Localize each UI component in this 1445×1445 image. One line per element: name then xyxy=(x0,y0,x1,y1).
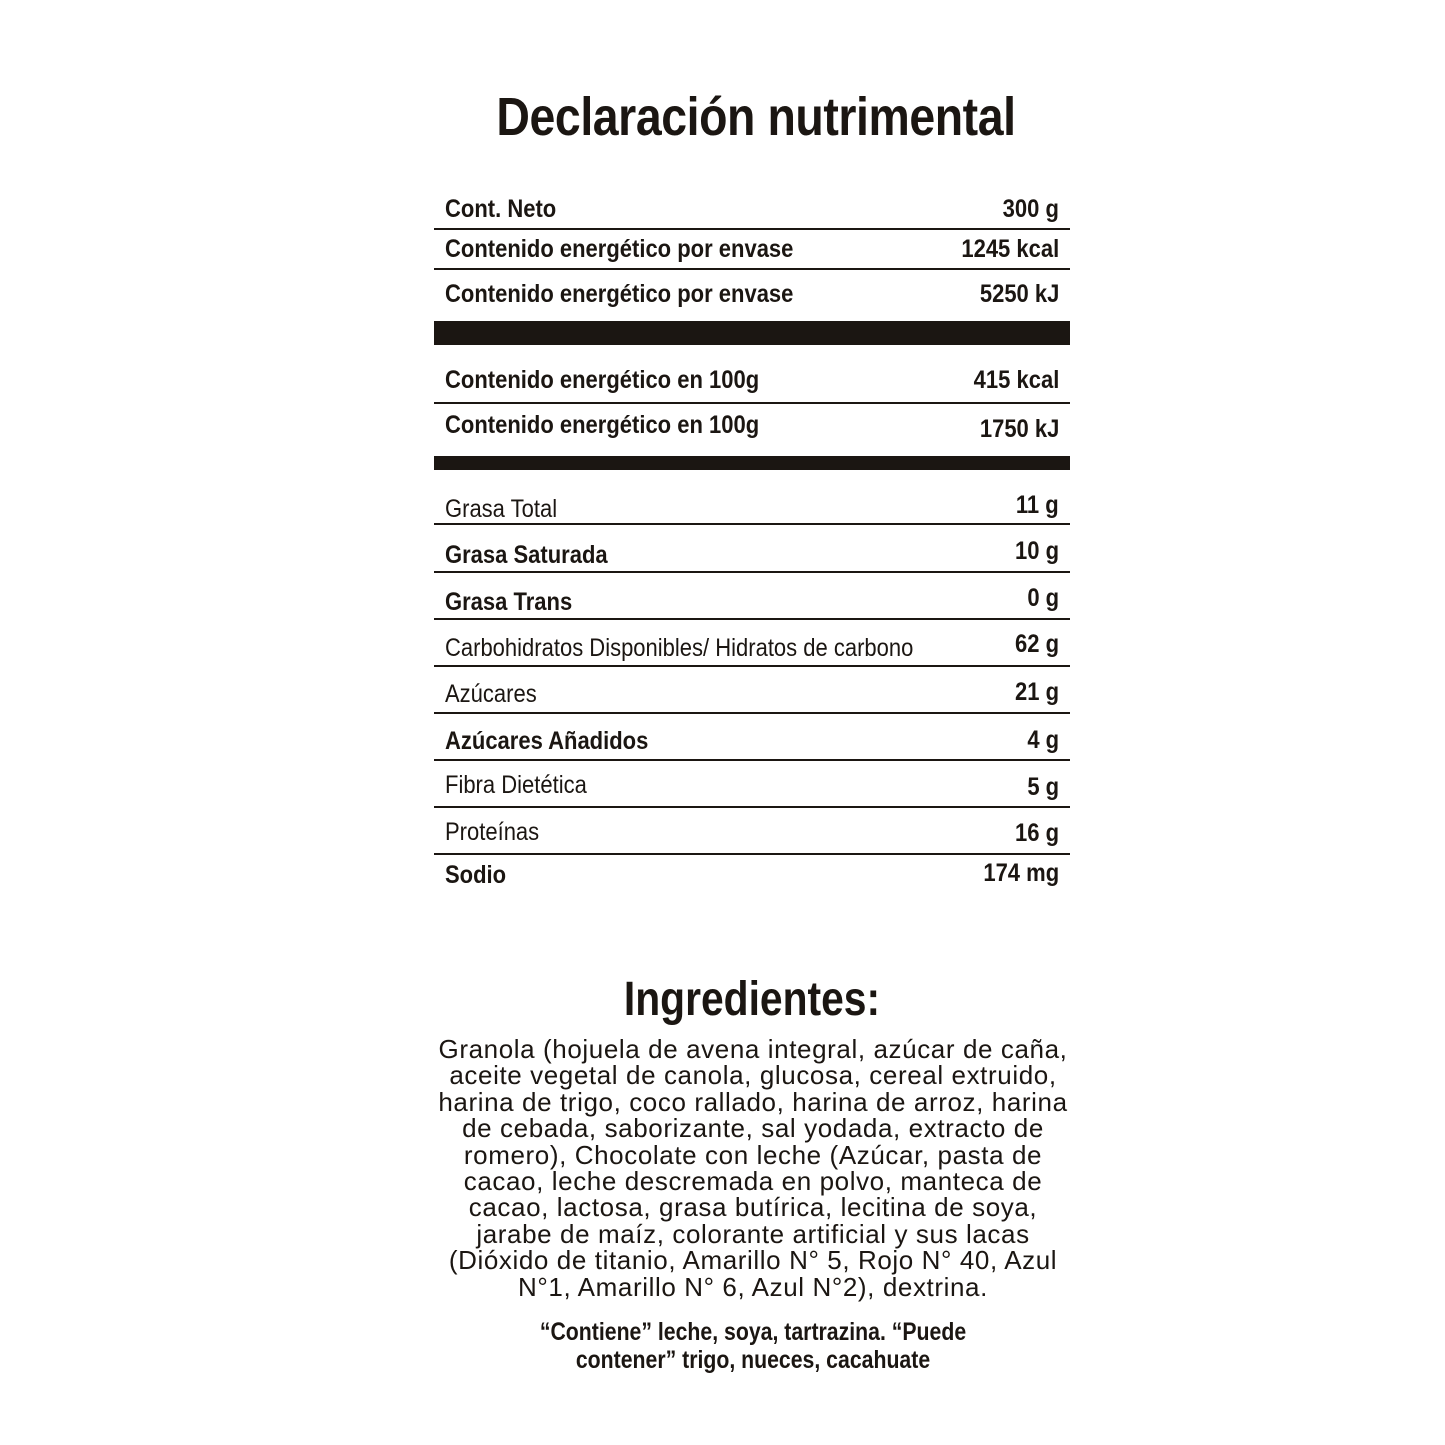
row-label: Carbohidratos Disponibles/ Hidratos de carbono xyxy=(445,634,914,662)
ingredients-line: Granola (hojuela de avena integral, azúcar de caña, xyxy=(438,1034,1068,1064)
ingredients-line: (Dióxido de titanio, Amarillo N° 5, Rojo N° 40, Azul xyxy=(448,1245,1058,1276)
ingredients-line: romero), Chocolate con leche (Azúcar, pasta de xyxy=(463,1139,1043,1170)
row-divider xyxy=(434,618,1070,620)
table-row xyxy=(434,680,1070,710)
ingredients-line: harina de trigo, coco rallado, harina de arroz, harina xyxy=(438,1086,1068,1117)
row-value: 4 g xyxy=(1027,726,1059,754)
row-value: 5 g xyxy=(1027,773,1059,801)
section-divider-band xyxy=(434,321,1070,345)
row-label: Grasa Total xyxy=(445,495,558,523)
table-row xyxy=(434,235,1070,265)
row-value: 16 g xyxy=(1014,819,1059,847)
table-row xyxy=(434,537,1070,571)
row-value: 5250 kJ xyxy=(979,280,1059,308)
row-label: Contenido energético en 100g xyxy=(445,411,760,439)
row-divider xyxy=(434,402,1070,404)
row-label: Grasa Saturada xyxy=(445,541,608,569)
row-divider xyxy=(434,759,1070,761)
table-row xyxy=(434,584,1070,618)
table-row xyxy=(434,195,1070,225)
table-row xyxy=(434,366,1070,396)
row-divider xyxy=(434,712,1070,714)
table-row xyxy=(434,491,1070,525)
row-divider xyxy=(434,523,1070,525)
row-label: Azúcares Añadidos xyxy=(445,727,649,755)
row-label: Azúcares xyxy=(445,680,537,708)
table-row xyxy=(434,861,1070,891)
row-value: 0 g xyxy=(1027,584,1059,612)
row-value: 10 g xyxy=(1014,537,1059,565)
row-divider xyxy=(434,268,1070,270)
ingredients-line: N°1, Amarillo N° 6, Azul N°2), dextrina. xyxy=(518,1271,988,1302)
ingredients-heading: Ingredientes: xyxy=(623,973,881,1026)
row-label: Contenido energético en 100g xyxy=(445,366,760,394)
row-label: Contenido energético por envase xyxy=(445,280,794,308)
ingredients-text xyxy=(412,1036,1094,1300)
row-divider xyxy=(434,806,1070,808)
ingredients-line: aceite vegetal de canola, glucosa, cereal extruido, xyxy=(449,1060,1057,1091)
row-divider xyxy=(434,228,1070,230)
table-row xyxy=(434,818,1070,848)
row-value: 11 g xyxy=(1016,491,1059,519)
allergen-statement xyxy=(113,1318,1393,1374)
row-divider xyxy=(434,665,1070,667)
row-label: Proteínas xyxy=(445,818,540,846)
table-row xyxy=(434,771,1070,801)
row-value: 300 g xyxy=(1002,195,1059,223)
row-label: Contenido energético por envase xyxy=(445,235,794,263)
ingredients-line: cacao, lactosa, grasa butírica, lecitina de soya, xyxy=(468,1192,1038,1223)
allergen-line: contener” trigo, nueces, cacahuate xyxy=(575,1346,931,1374)
row-label: Sodio xyxy=(445,861,507,889)
row-label: Cont. Neto xyxy=(445,195,557,223)
row-value: 21 g xyxy=(1014,678,1059,706)
row-label: Fibra Dietética xyxy=(445,771,587,799)
ingredients-line: jarabe de maíz, colorante artificial y sus lacas xyxy=(476,1218,1030,1249)
row-value: 415 kcal xyxy=(973,366,1059,394)
ingredients-line: de cebada, saborizante, sal yodada, extracto de xyxy=(462,1113,1044,1144)
table-row xyxy=(434,280,1070,310)
row-value: 62 g xyxy=(1014,630,1059,658)
row-divider xyxy=(434,853,1070,855)
section-divider-band xyxy=(434,456,1070,470)
page-title: Declaración nutrimental xyxy=(496,87,1016,147)
table-row xyxy=(434,727,1070,757)
row-value: 1245 kcal xyxy=(961,235,1059,263)
row-value: 1750 kJ xyxy=(979,415,1059,443)
row-value: 174 mg xyxy=(983,859,1059,887)
row-divider xyxy=(434,571,1070,573)
ingredients-line: cacao, leche descremada en polvo, manteca de xyxy=(463,1166,1043,1197)
table-row xyxy=(434,630,1070,664)
allergen-line: “Contiene” leche, soya, tartrazina. “Puede xyxy=(539,1318,967,1346)
table-row xyxy=(434,411,1070,441)
row-label: Grasa Trans xyxy=(445,588,573,616)
